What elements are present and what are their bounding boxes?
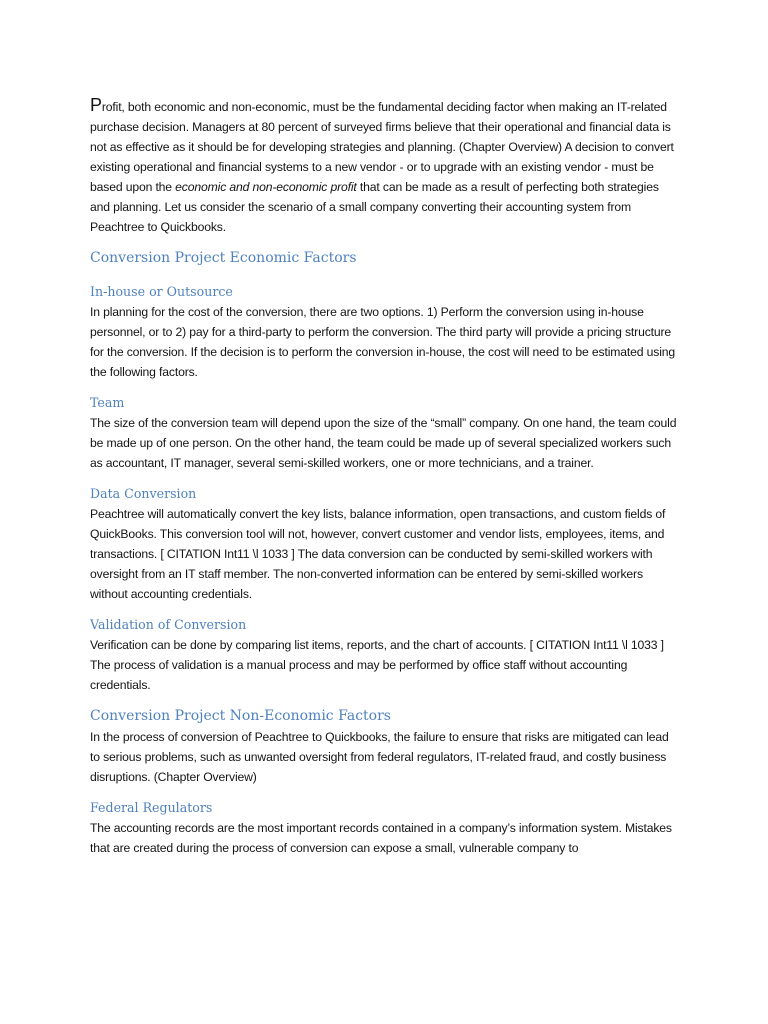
paragraph-team: The size of the conversion team will depend upon the size of the “small” company. On one hand, the team could be made up of one person. On the other hand, the team could be made up of several specialized workers such as accountant, IT manager, several semi-skilled workers, one or more technicians, and a trainer. xyxy=(90,416,677,470)
document-page xyxy=(90,96,680,858)
intro-text-part1: rofit, both economic and non-economic, must be the fundamental deciding factor when making an IT-related purchase decision. Managers at 80 percent of surveyed firms believe that their operational and financial data is not as effective as it should be for developing strategies and planning. (Chapter Overview) A decision to convert existing operational and financial systems to a new vendor - or to upgrade with an existing vendor - must be based upon the xyxy=(90,100,674,194)
paragraph-non-economic: In the process of conversion of Peachtree to Quickbooks, the failure to ensure that risks are mitigated can lead to serious problems, such as unwanted oversight from federal regulators, IT-related fraud, and costly business disruptions. (Chapter Overview) xyxy=(90,730,669,784)
intro-dropcap: P xyxy=(90,95,102,115)
heading-data-conversion: Data Conversion xyxy=(90,486,197,501)
heading-inhouse-outsource: In-house or Outsource xyxy=(90,284,233,299)
paragraph-validation: Verification can be done by comparing list items, reports, and the chart of accounts. [ CITATION Int11 \l 1033 ] The process of validation is a manual process and may be performed by office staff without accounting credentials. xyxy=(90,638,664,692)
heading-non-economic-factors: Conversion Project Non-Economic Factors xyxy=(90,708,391,724)
heading-validation: Validation of Conversion xyxy=(90,617,247,632)
heading-federal-regulators: Federal Regulators xyxy=(90,800,213,815)
intro-emphasis: economic and non-economic profit xyxy=(175,180,357,194)
paragraph-federal-regulators: The accounting records are the most important records contained in a company’s information system. Mistakes that are created during the process of conversion can expose a small, vulnerable company to xyxy=(90,821,672,855)
paragraph-data-conversion: Peachtree will automatically convert the key lists, balance information, open transactions, and custom fields of QuickBooks. This conversion tool will not, however, convert customer and vendor lists, employees, items, and transactions. [ CITATION Int11 \l 1033 ] The data conversion can be conducted by semi-skilled workers with oversight from an IT staff member. The non-converted information can be entered by semi-skilled workers without accounting credentials. xyxy=(90,507,666,601)
intro-text-part2: that can be made as a result of perfecting both strategies and planning. Let us consider the scenario of a small company converting their accounting system from Peachtree to Quickbooks. xyxy=(90,180,659,234)
intro-paragraph xyxy=(90,96,680,237)
paragraph-inhouse-outsource: In planning for the cost of the conversion, there are two options. 1) Perform the conversion using in-house personnel, or to 2) pay for a third-party to perform the conversion. The third party will provide a pricing structure for the conversion. If the decision is to perform the conversion in-house, the cost will need to be estimated using the following factors. xyxy=(90,305,676,379)
heading-team: Team xyxy=(90,395,125,410)
heading-economic-factors: Conversion Project Economic Factors xyxy=(90,250,357,266)
